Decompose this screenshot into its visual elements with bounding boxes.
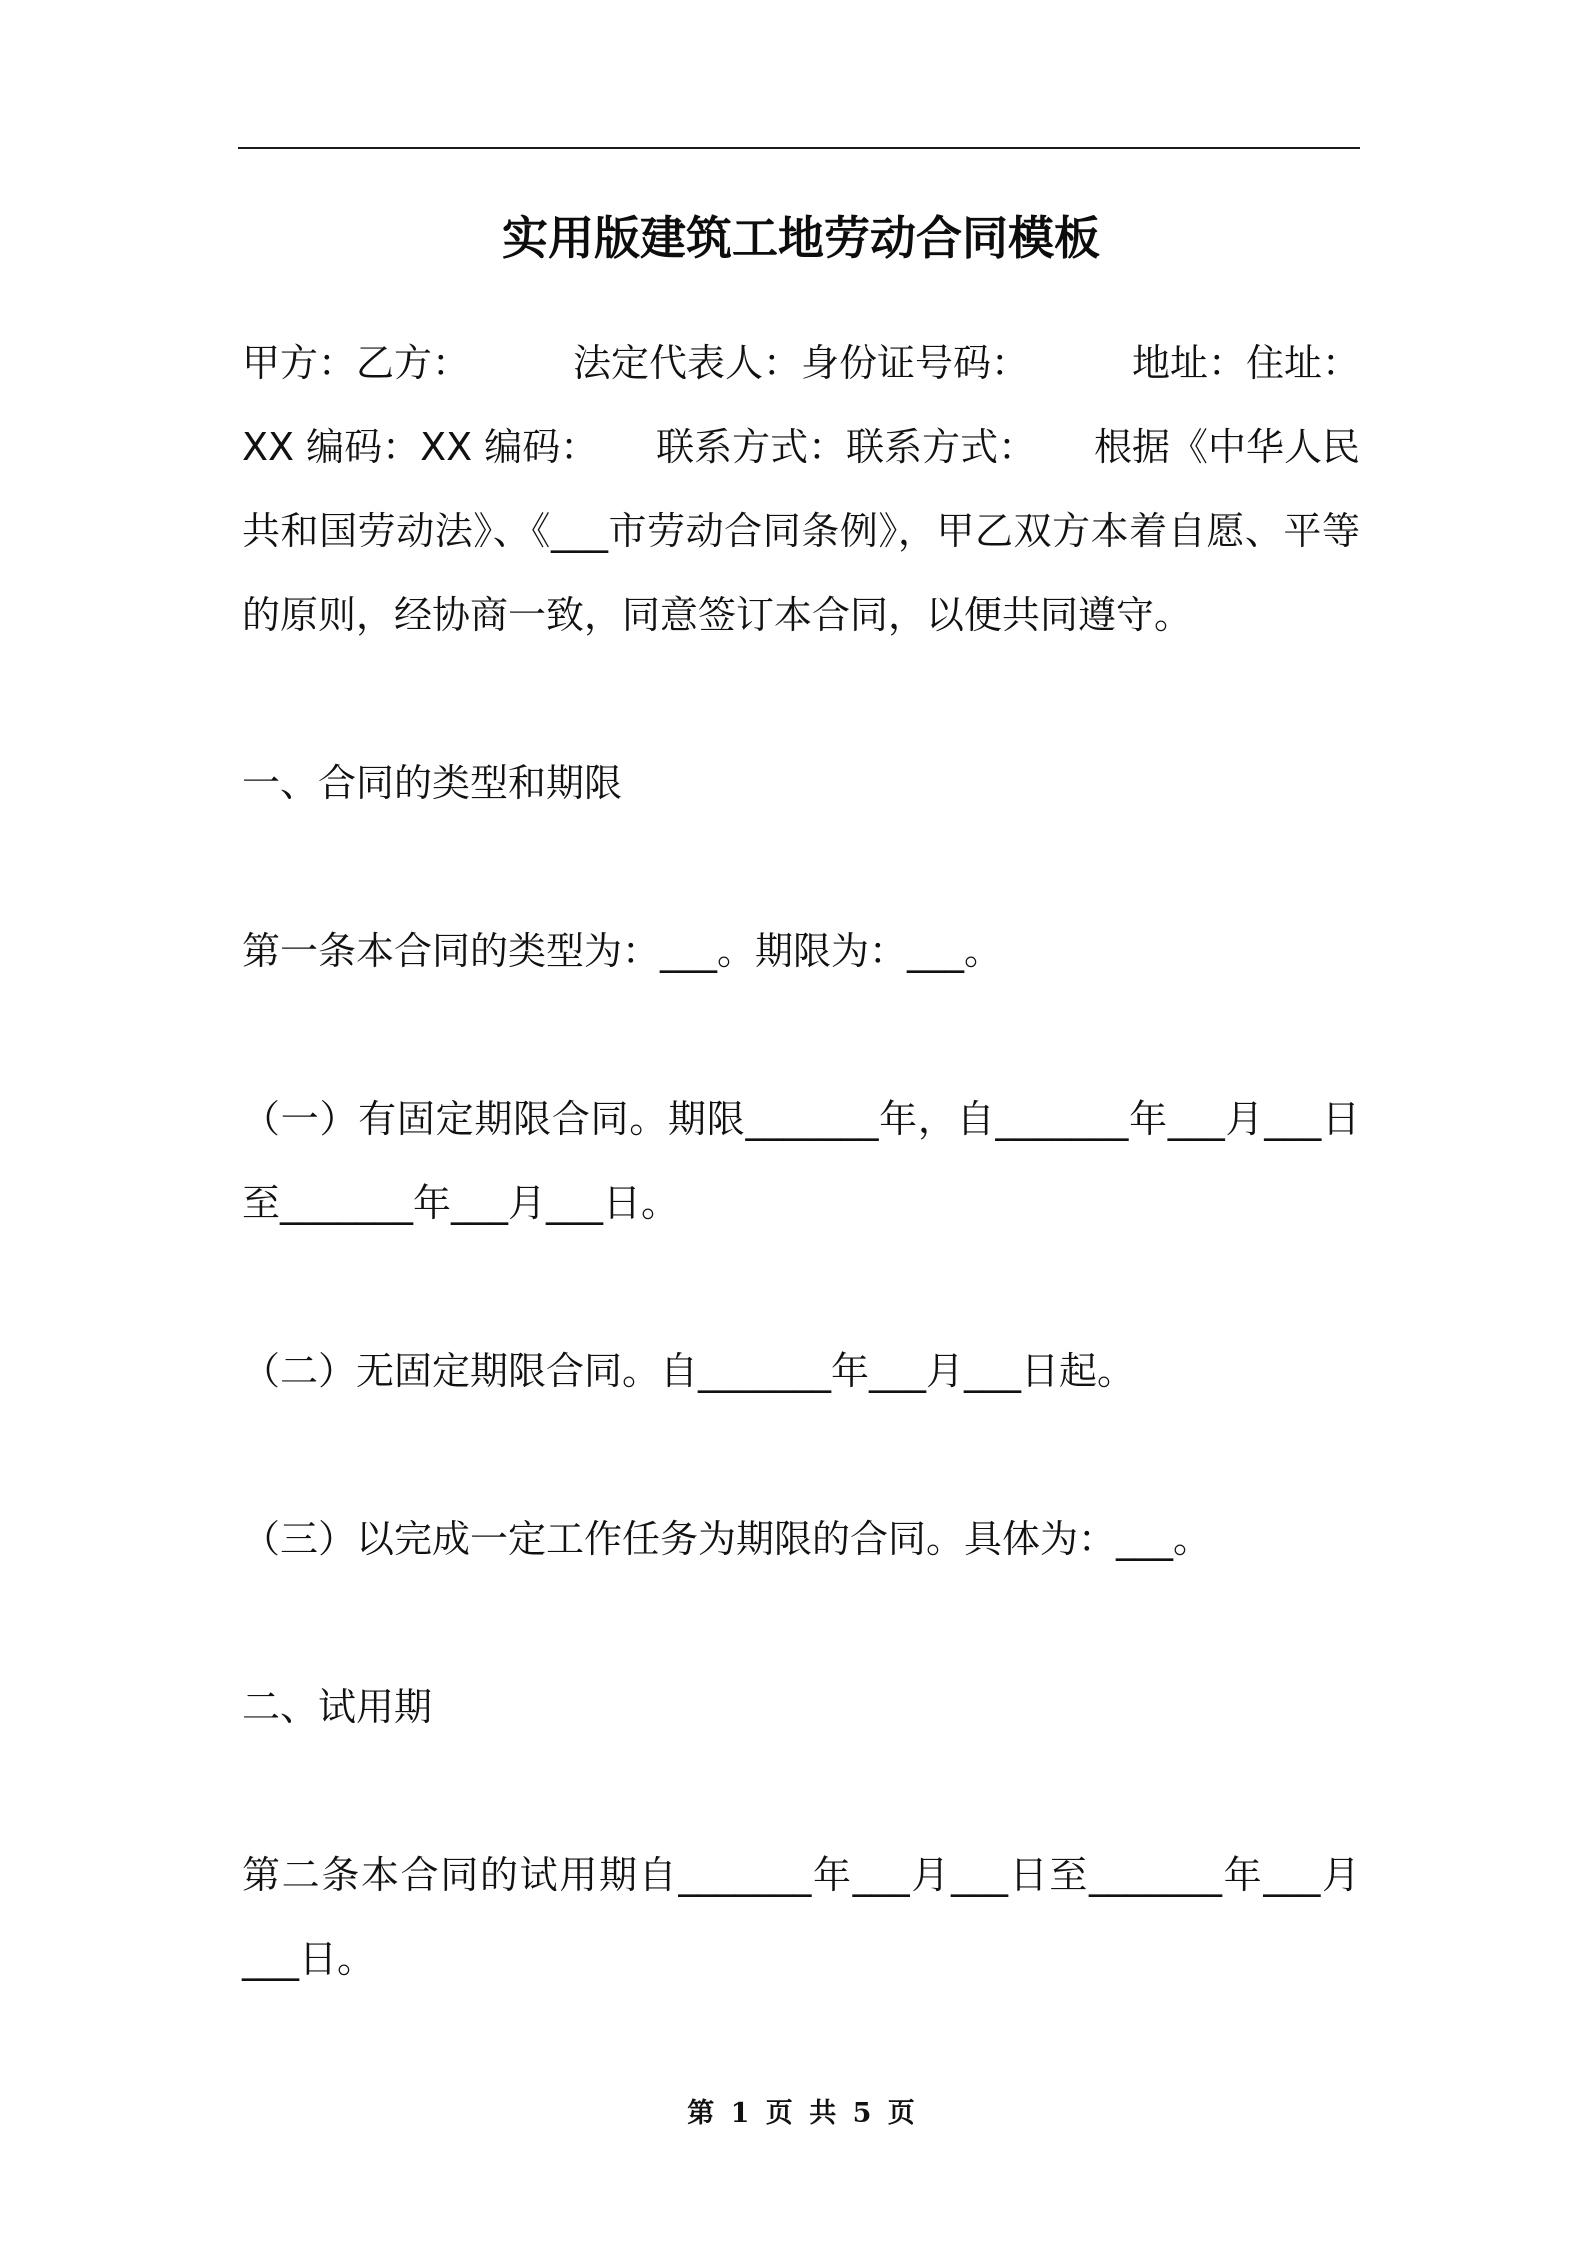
section-2-heading: 二、试用期: [242, 1685, 433, 1729]
item-fixed-term-line-1: （一）有固定期限合同。期限_______年，自_______年___月___日: [242, 1097, 1360, 1141]
item-fixed-term-line-2: 至_______年___月___日。: [242, 1181, 680, 1225]
item-open-ended: [242, 1329, 1360, 1413]
header-rule: [238, 147, 1360, 149]
address-field: 地址：住址：: [1131, 341, 1360, 385]
document-body: [242, 321, 1360, 2085]
intro-line-4: 的原则，经协商一致，同意签订本合同，以便共同遵守。: [242, 593, 1193, 637]
intro-line-1: [242, 321, 1360, 405]
intro-line-2: [242, 405, 1360, 489]
section-1-heading: 一、合同的类型和期限: [242, 761, 623, 805]
clause-2-line-2: ___日。: [242, 1937, 376, 1981]
intro-paragraph: [242, 321, 1360, 657]
item-open-ended-line: （二）无固定期限合同。自_______年___月___日起。: [242, 1349, 1136, 1393]
clause-2: [242, 1833, 1360, 2001]
intro-text-start: 根据《中华人民: [1093, 425, 1360, 469]
clause-1: [242, 909, 1360, 993]
legal-rep-id-field: 法定代表人：身份证号码：: [572, 341, 1029, 385]
item-task-based-line: （三）以完成一定工作任务为期限的合同。具体为：___。: [242, 1517, 1212, 1561]
postcode-field: XX 编码：XX 编码：: [242, 425, 599, 469]
section-heading: [242, 1665, 1360, 1749]
intro-line-3: 共和国劳动法》、《___市劳动合同条例》，甲乙双方本着自愿、平等: [242, 509, 1360, 553]
item-fixed-term: [242, 1077, 1360, 1245]
clause-2-line-1: 第二条本合同的试用期自_______年___月___日至_______年___月: [242, 1853, 1360, 1897]
document-title: 实用版建筑工地劳动合同模板: [502, 211, 1100, 265]
party-a-b-field: 甲方：乙方：: [242, 341, 471, 385]
item-task-based: [242, 1497, 1360, 1581]
contact-field: 联系方式：联系方式：: [656, 425, 1037, 469]
page-indicator: 第 1 页 共 5 页: [687, 2098, 915, 2129]
section-heading: [242, 741, 1360, 825]
clause-1-line: 第一条本合同的类型为：___。期限为：___。: [242, 929, 1003, 973]
